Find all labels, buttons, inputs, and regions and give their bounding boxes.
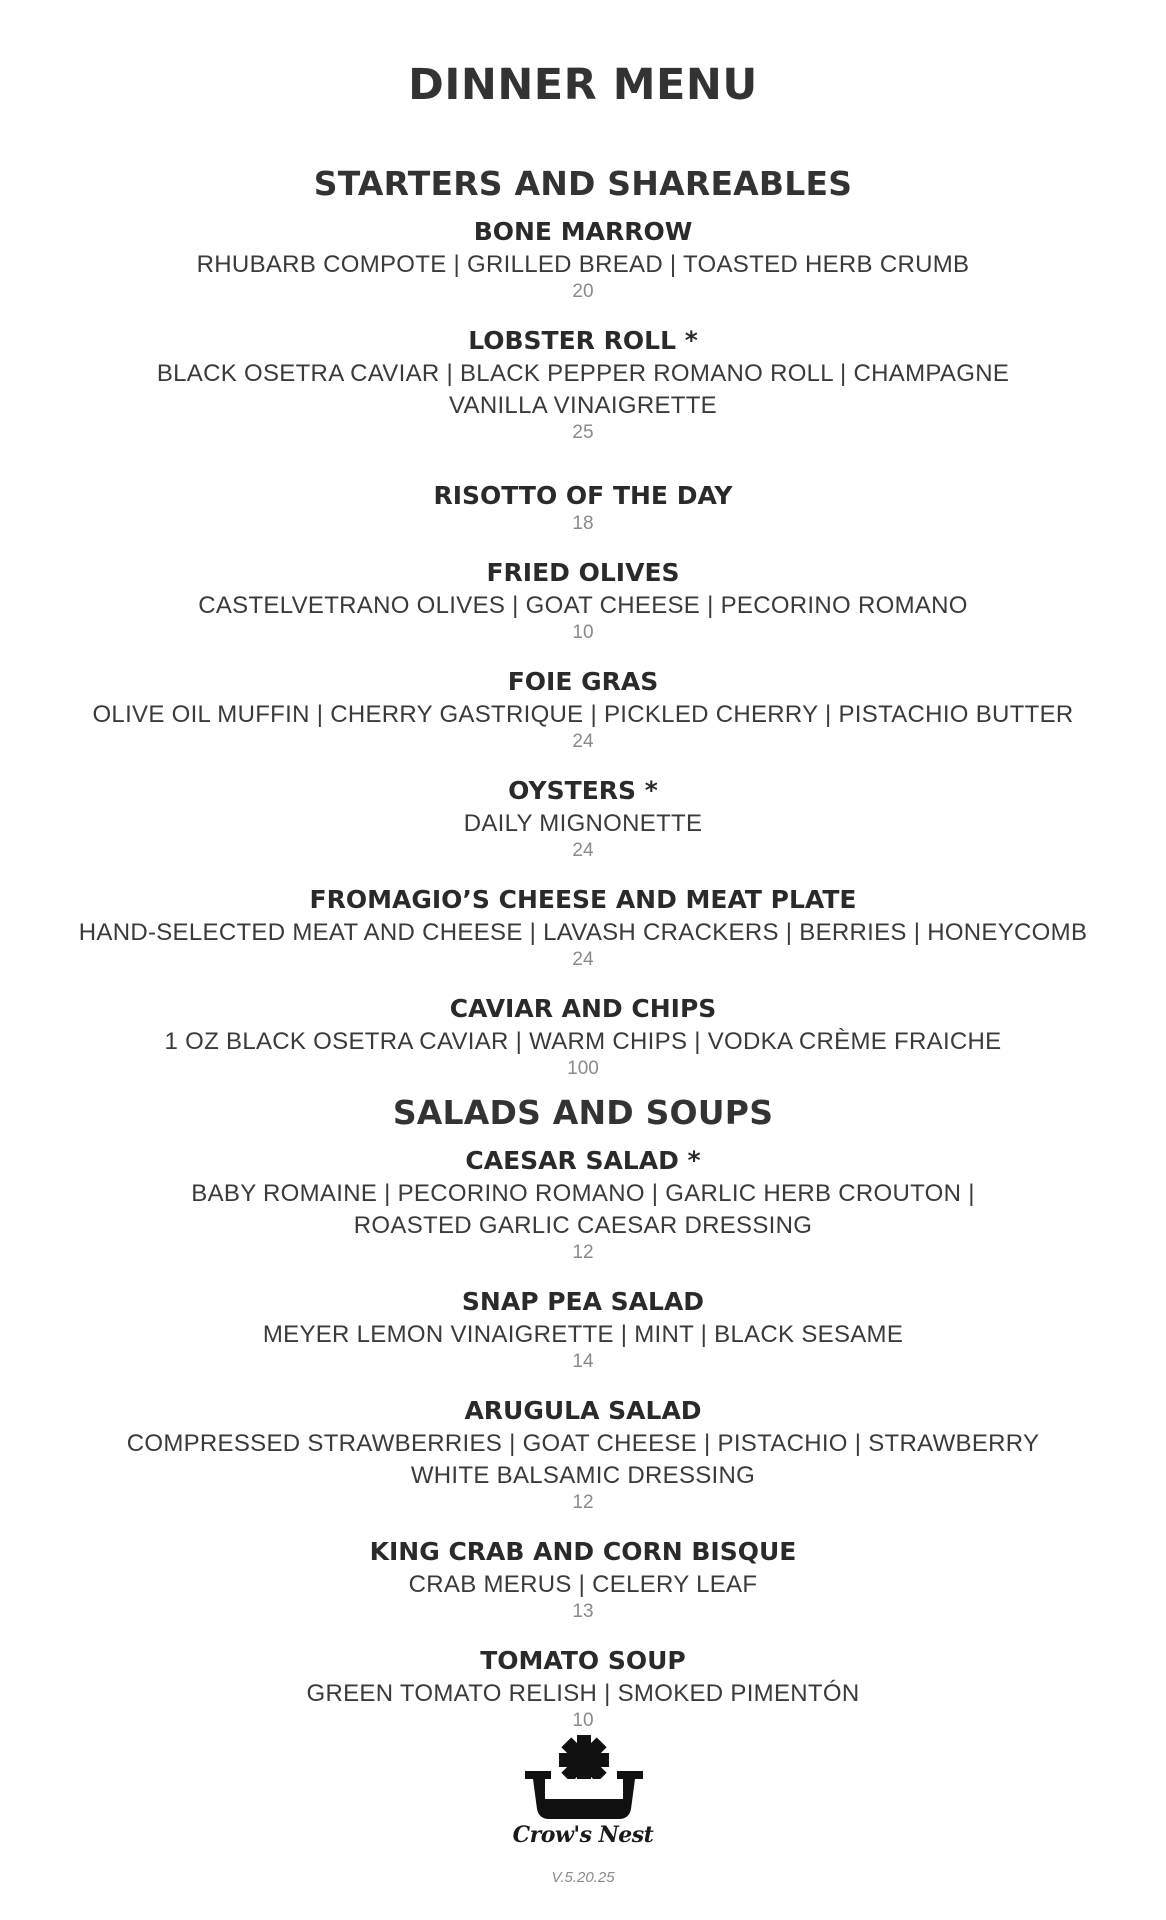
item-name: ARUGULA SALAD — [464, 1396, 702, 1425]
item-name: TOMATO SOUP — [480, 1646, 686, 1675]
menu-item — [0, 1394, 1166, 1514]
menu-item — [0, 324, 1166, 444]
item-description: COMPRESSED STRAWBERRIES | GOAT CHEESE | PISTACHIO | STRAWBERRY WHITE BALSAMIC DRESSING — [126, 1430, 1040, 1489]
item-price: 10 — [572, 1710, 594, 1731]
item-price: 24 — [572, 840, 594, 861]
menu-item — [0, 992, 1166, 1080]
item-description: CRAB MERUS | CELERY LEAF — [408, 1571, 758, 1598]
item-name: RISOTTO OF THE DAY — [433, 481, 733, 510]
menu-item — [0, 883, 1166, 971]
menu-item — [0, 1535, 1166, 1623]
item-description: DAILY MIGNONETTE — [463, 810, 703, 837]
item-price: 18 — [572, 513, 594, 534]
menu-item — [0, 665, 1166, 753]
item-price: 10 — [572, 622, 594, 643]
item-description: HAND-SELECTED MEAT AND CHEESE | LAVASH CRACKERS | BERRIES | HONEYCOMB — [78, 919, 1088, 946]
item-price: 20 — [572, 281, 594, 302]
section-title: SALADS AND SOUPS — [392, 1093, 774, 1132]
item-name: FOIE GRAS — [507, 667, 659, 696]
menu-item — [0, 1144, 1166, 1264]
item-description: BABY ROMAINE | PECORINO ROMANO | GARLIC HERB CROUTON | ROASTED GARLIC CAESAR DRESSING — [191, 1180, 975, 1239]
section-title: STARTERS AND SHAREABLES — [313, 164, 853, 203]
logo-asterisk-icon — [559, 1735, 609, 1785]
menu-item — [0, 215, 1166, 303]
item-name: OYSTERS * — [508, 776, 658, 805]
item-price: 100 — [567, 1058, 599, 1079]
item-description: 1 OZ BLACK OSETRA CAVIAR | WARM CHIPS | VODKA CRÈME FRAICHE — [164, 1028, 1002, 1055]
item-price: 24 — [572, 949, 594, 970]
menu-item — [0, 556, 1166, 644]
item-name: SNAP PEA SALAD — [461, 1287, 705, 1316]
item-name: FROMAGIO’S CHEESE AND MEAT PLATE — [309, 885, 857, 914]
section-starters — [0, 164, 1166, 1101]
menu-item — [0, 479, 1166, 535]
logo-script-text: Crow's Nest — [512, 1822, 654, 1848]
menu-item — [0, 1285, 1166, 1373]
item-price: 12 — [572, 1242, 594, 1263]
item-description: GREEN TOMATO RELISH | SMOKED PIMENTÓN — [306, 1680, 860, 1707]
item-price: 14 — [572, 1351, 594, 1372]
item-description: MEYER LEMON VINAIGRETTE | MINT | BLACK SESAME — [262, 1321, 904, 1348]
item-name: BONE MARROW — [473, 217, 693, 246]
item-name: FRIED OLIVES — [486, 558, 680, 587]
version-label: V.5.20.25 — [551, 1869, 615, 1886]
item-price: 25 — [572, 422, 594, 443]
item-description: RHUBARB COMPOTE | GRILLED BREAD | TOASTED HERB CRUMB — [196, 251, 970, 278]
item-name: LOBSTER ROLL * — [468, 326, 698, 355]
menu-item — [0, 774, 1166, 862]
menu-item — [0, 1644, 1166, 1732]
item-description: OLIVE OIL MUFFIN | CHERRY GASTRIQUE | PICKLED CHERRY | PISTACHIO BUTTER — [92, 701, 1074, 728]
item-name: KING CRAB AND CORN BISQUE — [369, 1537, 797, 1566]
item-name: CAVIAR AND CHIPS — [449, 994, 717, 1023]
item-price: 24 — [572, 731, 594, 752]
item-name: CAESAR SALAD * — [465, 1146, 701, 1175]
item-description: CASTELVETRANO OLIVES | GOAT CHEESE | PECORINO ROMANO — [198, 592, 968, 619]
page-title: DINNER MENU — [408, 60, 758, 110]
item-description: BLACK OSETRA CAVIAR | BLACK PEPPER ROMANO ROLL | CHAMPAGNE VANILLA VINAIGRETTE — [156, 360, 1010, 419]
item-price: 13 — [572, 1601, 594, 1622]
section-salads-soups — [0, 1093, 1166, 1753]
item-price: 12 — [572, 1492, 594, 1513]
